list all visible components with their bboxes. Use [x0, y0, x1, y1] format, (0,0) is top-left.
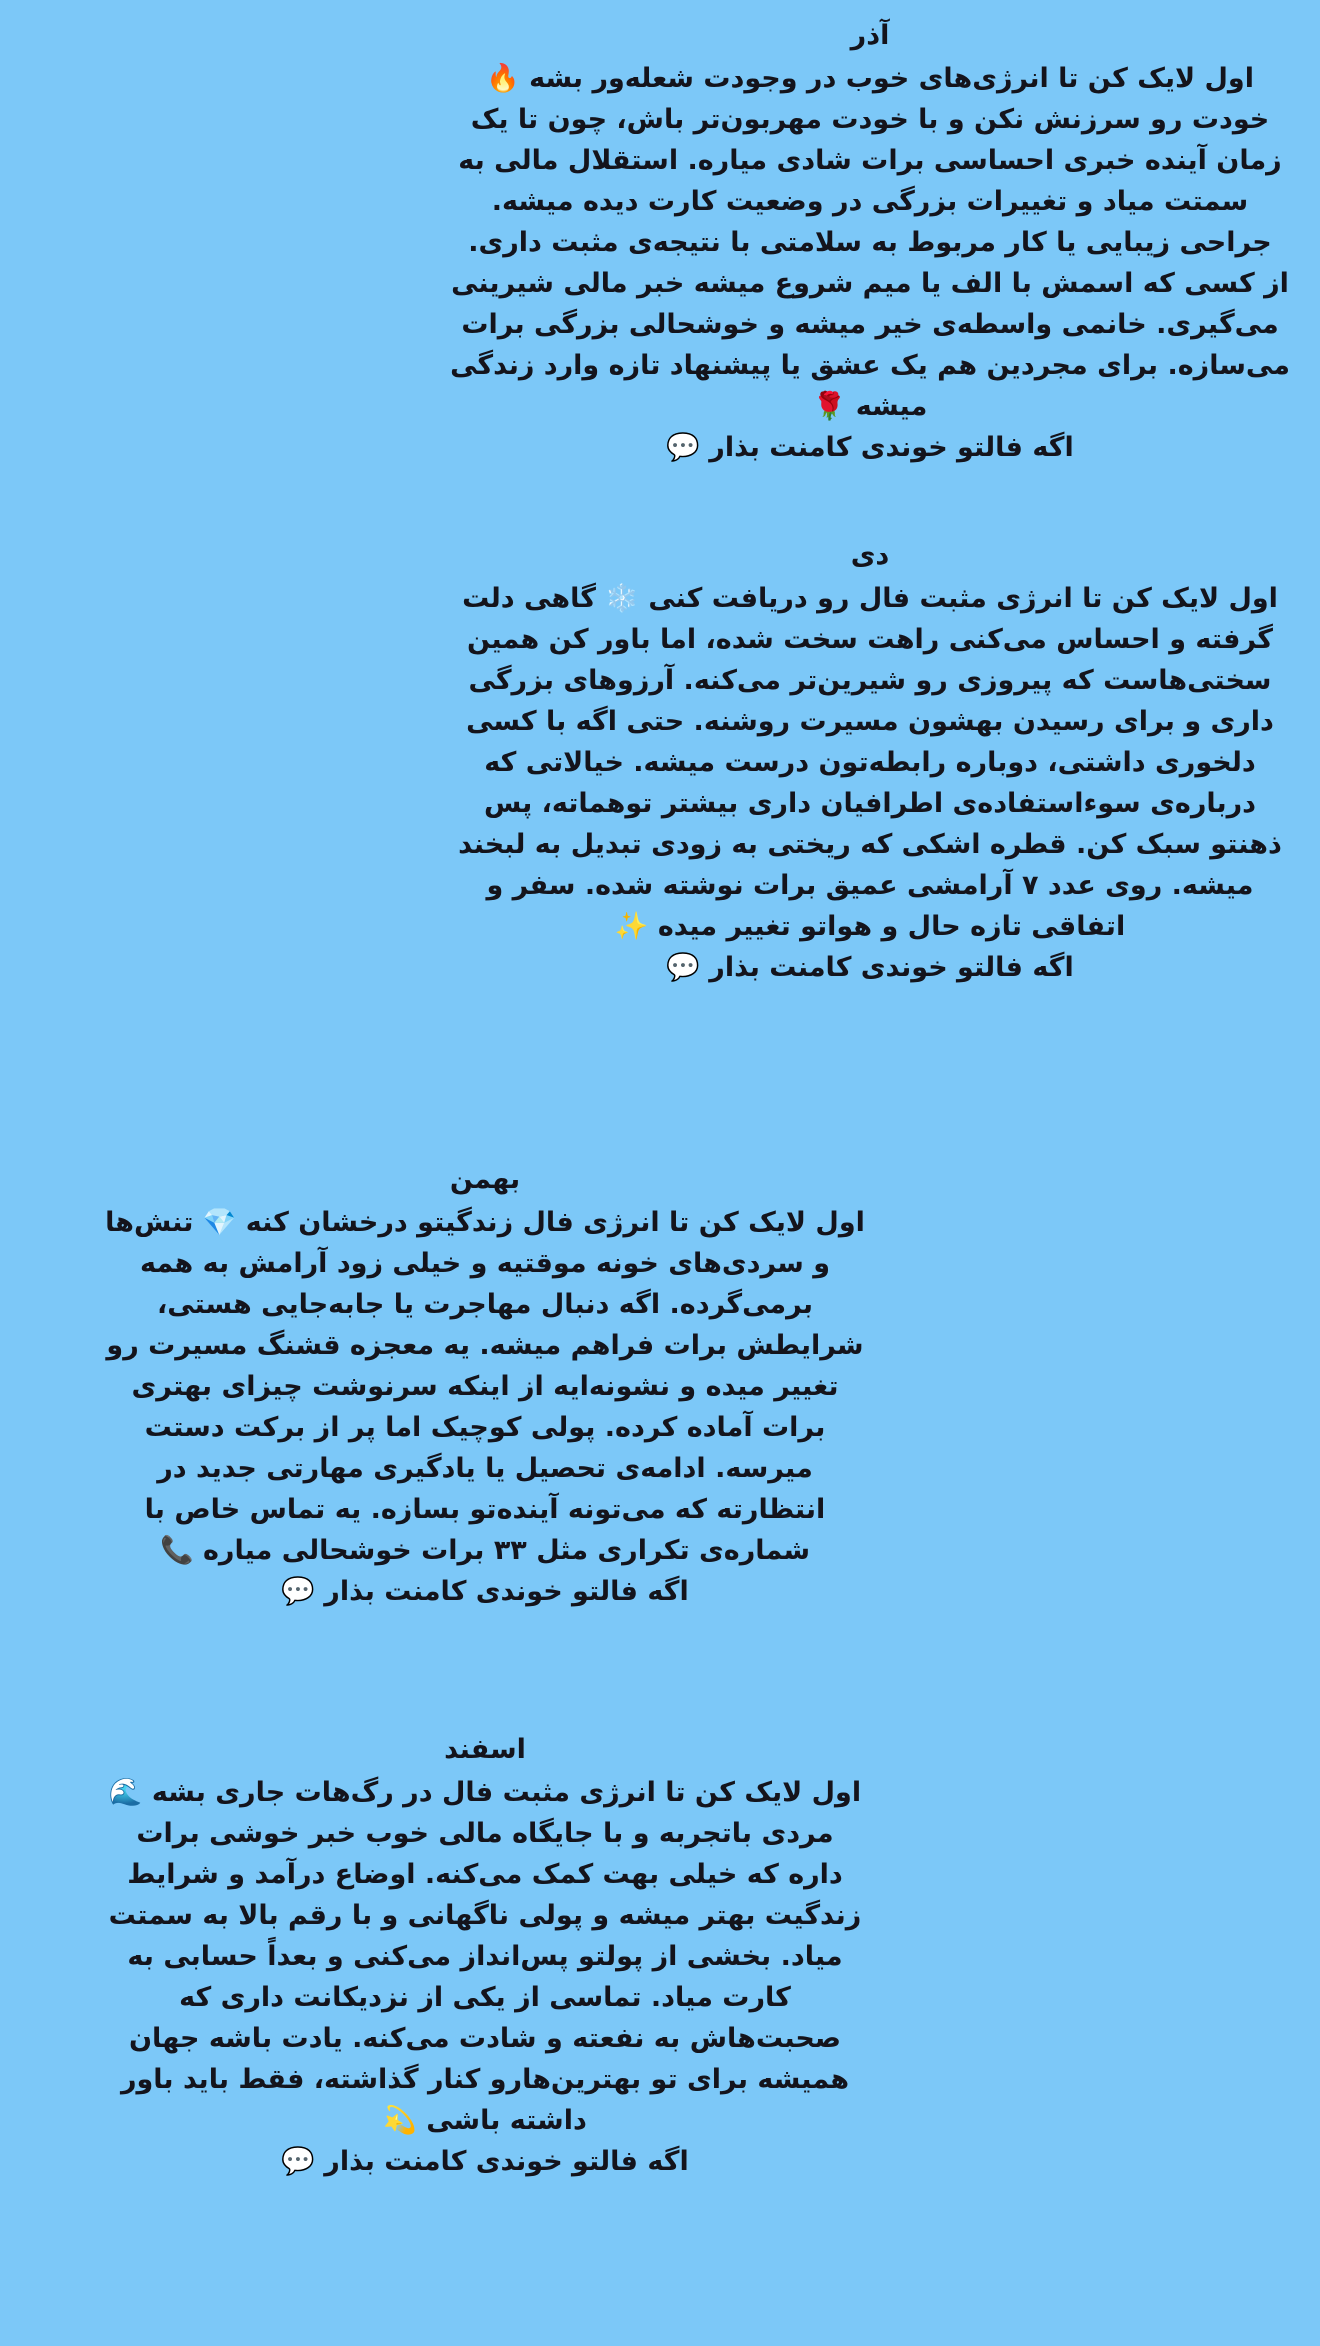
text-line: برات آماده کرده. پولی کوچیک اما پر از برکت دستت: [144, 1412, 826, 1443]
section-title: آذر: [850, 20, 890, 51]
text-line: اول لایک کن تا انرژی‌های خوب در وجودت شعله‌ور بشه 🔥: [486, 63, 1254, 94]
text-line: می‌گیری. خانمی واسطه‌ی خیر میشه و خوشحالی بزرگی برات: [461, 309, 1279, 340]
text-line: داشته باشی 💫: [383, 2105, 587, 2136]
text-line: زندگیت بهتر میشه و پولی ناگهانی و با رقم بالا به سمتت: [108, 1900, 862, 1931]
horoscope-section-dey: [440, 534, 1300, 988]
comment-prompt: اگه فالتو خوندی کامنت بذار 💬: [281, 2146, 689, 2177]
text-line: اول لایک کن تا انرژی مثبت فال در رگ‌هات جاری بشه 🌊: [108, 1777, 862, 1808]
section-title: اسفند: [444, 1734, 526, 1765]
text-line: خودت رو سرزنش نکن و با خودت مهربون‌تر باش، چون تا یک: [470, 104, 1270, 135]
comment-prompt: اگه فالتو خوندی کامنت بذار 💬: [281, 1576, 689, 1607]
text-line: و سردی‌های خونه موقتیه و خیلی زود آرامش به همه: [139, 1248, 830, 1279]
text-line: تغییر میده و نشونه‌ایه از اینکه سرنوشت چیزای بهتری: [131, 1371, 839, 1402]
text-line: درباره‌ی سوءاستفاده‌ی اطرافیان داری بیشتر توهماته، پس: [483, 788, 1257, 819]
text-line: برمی‌گرده. اگه دنبال مهاجرت یا جابه‌جایی هستی،: [156, 1289, 814, 1320]
section-title: دی: [850, 540, 890, 571]
text-line: اول لایک کن تا انرژی مثبت فال رو دریافت کنی ❄️ گاهی دلت: [462, 583, 1278, 614]
comment-prompt: اگه فالتو خوندی کامنت بذار 💬: [666, 952, 1074, 983]
text-line: زمان آینده خبری احساسی برات شادی میاره. استقلال مالی به: [458, 145, 1282, 176]
text-line: میرسه. ادامه‌ی تحصیل یا یادگیری مهارتی جدید در: [157, 1453, 813, 1484]
text-line: اتفاقی تازه حال و هواتو تغییر میده ✨: [614, 911, 1126, 942]
text-line: شرایطش برات فراهم میشه. یه معجزه قشنگ مسیرت رو: [106, 1330, 864, 1361]
text-line: سختی‌هاست که پیروزی رو شیرین‌تر می‌کنه. آرزوهای بزرگی: [468, 665, 1272, 696]
text-line: صحبت‌هاش به نفعته و شادت می‌کنه. یادت باشه جهان: [129, 2023, 841, 2054]
text-line: سمتت میاد و تغییرات بزرگی در وضعیت کارت دیده میشه.: [491, 186, 1249, 217]
text-line: داری و برای رسیدن بهشون مسیرت روشنه. حتی اگه با کسی: [466, 706, 1274, 737]
text-line: میشه 🌹: [812, 391, 928, 422]
text-line: جراحی زیبایی یا کار مربوط به سلامتی با نتیجه‌ی مثبت داری.: [468, 227, 1272, 258]
text-line: شماره‌ی تکراری مثل ۳۳ برات خوشحالی میاره 📞: [159, 1535, 811, 1566]
text-line: داره که خیلی بهت کمک می‌کنه. اوضاع درآمد و شرایط: [127, 1859, 843, 1890]
text-line: همیشه برای تو بهترین‌هارو کنار گذاشته، فقط باید باور: [120, 2064, 850, 2095]
text-line: کارت میاد. تماسی از یکی از نزدیکانت داری که: [179, 1982, 791, 2013]
text-line: میشه. روی عدد ۷ آرامشی عمیق برات نوشته شده. سفر و: [486, 870, 1254, 901]
text-line: دلخوری داشتی، دوباره رابطه‌تون درست میشه. خیالاتی که: [484, 747, 1256, 778]
text-line: گرفته و احساس می‌کنی راهت سخت شده، اما باور کن همین: [467, 624, 1273, 655]
text-line: میاد. بخشی از پولتو پس‌انداز می‌کنی و بعداً حسابی به: [127, 1941, 843, 1972]
text-line: ذهنتو سبک کن. قطره اشکی که ریختی به زودی تبدیل به لبخند: [458, 829, 1282, 860]
comment-prompt: اگه فالتو خوندی کامنت بذار 💬: [666, 432, 1074, 463]
horoscope-section-bahman: [40, 1158, 930, 1612]
text-line: از کسی که اسمش با الف یا میم شروع میشه خبر مالی شیرینی: [451, 268, 1289, 299]
horoscope-section-azar: [440, 14, 1300, 468]
text-line: انتظارته که می‌تونه آینده‌تو بسازه. یه تماس خاص با: [144, 1494, 826, 1525]
text-line: مردی باتجربه و با جایگاه مالی خوب خبر خوشی برات: [136, 1818, 834, 1849]
horoscope-section-esfand: [40, 1728, 930, 2182]
text-line: می‌سازه. برای مجردین هم یک عشق یا پیشنهاد تازه وارد زندگی: [450, 350, 1290, 381]
text-line: اول لایک کن تا انرژی فال زندگیتو درخشان کنه 💎 تنش‌ها: [105, 1207, 865, 1238]
section-title: بهمن: [449, 1164, 521, 1195]
